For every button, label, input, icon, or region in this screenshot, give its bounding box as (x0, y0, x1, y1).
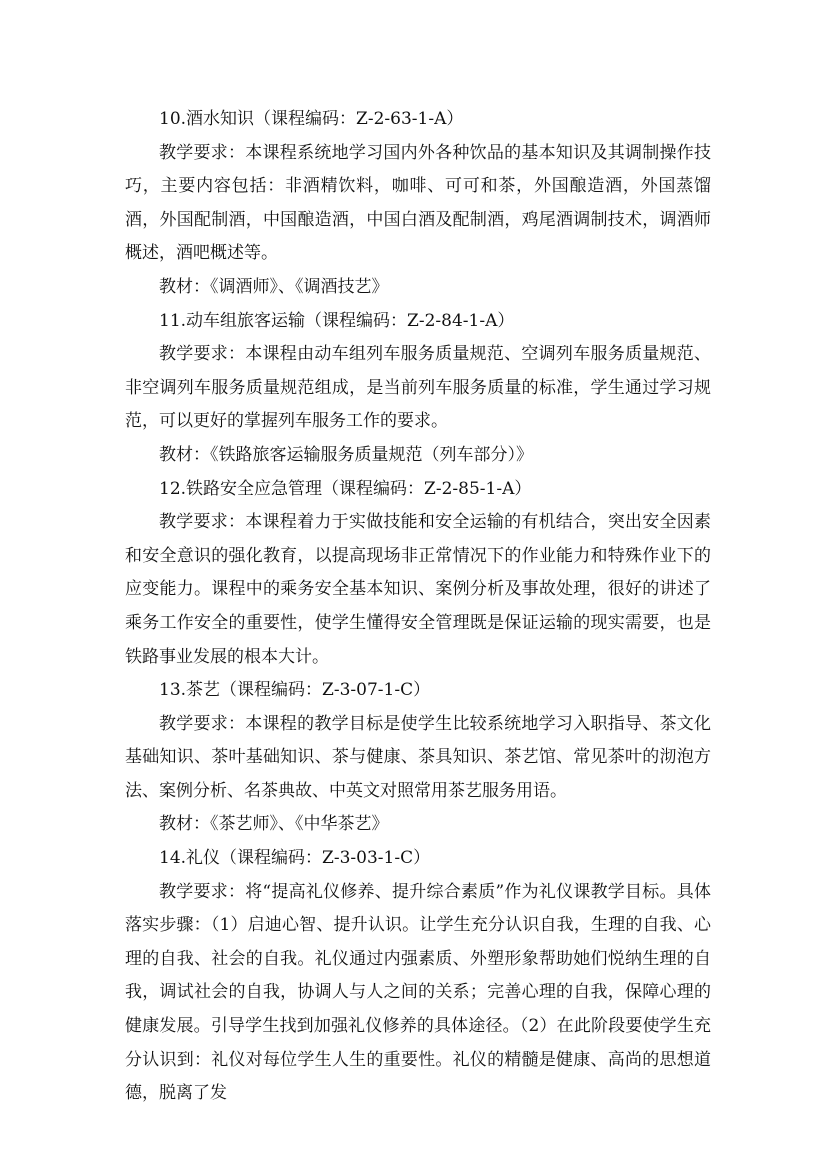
teaching-requirements-11: 教学要求：本课程由动车组列车服务质量规范、空调列车服务质量规范、非空调列车服务质量规范组成，是当前列车服务质量的标准，学生通过学习规范，可以更好的掌握列车服务工作的要求。 (125, 344, 711, 432)
textbooks-13: 教材：《茶艺师》、《中华茶艺》 (159, 814, 389, 835)
teaching-requirements-13: 教学要求：本课程的教学目标是使学生比较系统地学习入职指导、茶文化基础知识、茶叶基础知识、茶与健康、茶具知识、茶艺馆、常见茶叶的沏泡方法、案例分析、名茶典故、中英文对照常用茶艺服务用语。 (125, 713, 711, 801)
textbooks-10: 教材：《调酒师》、《调酒技艺》 (159, 276, 389, 297)
teaching-requirements-12: 教学要求：本课程着力于实做技能和安全运输的有机结合，突出安全因素和安全意识的强化教育，以提高现场非正常情况下的作业能力和特殊作业下的应变能力。课程中的乘务安全基本知识、案例分析及事故处理，很好的讲述了乘务工作安全的重要性，使学生懂得安全管理既是保证运输的现实需要，也是铁路事业发展的根本大计。 (125, 512, 711, 667)
course-heading-12: 12.铁路安全应急管理（课程编码：Z-2-85-1-A） (159, 478, 532, 499)
course-heading-11: 11.动车组旅客运输（课程编码：Z-2-84-1-A） (159, 310, 515, 331)
teaching-requirements-14: 教学要求：将“提高礼仪修养、提升综合素质”作为礼仪课教学目标。具体落实步骤：（1）启迪心智、提升认识。让学生充分认识自我，生理的自我、心理的自我、社会的自我。礼仪通过内强素质、外塑形象帮助她们悦纳生理的自我，调试社会的自我，协调人与人之间的关系；完善心理的自我，保障心理的健康发展。引导学生找到加强礼仪修养的具体途径。（2）在此阶段要使学生充分认识到：礼仪对每位学生人生的重要性。礼仪的精髓是健康、高尚的思想道德，脱离了发 (125, 881, 711, 1104)
textbooks-11: 教材：《铁路旅客运输服务质量规范（列车部分）》 (159, 444, 533, 465)
course-heading-13: 13.茶艺（课程编码：Z-3-07-1-C） (159, 680, 431, 701)
document-body (125, 103, 711, 1111)
teaching-requirements-10: 教学要求：本课程系统地学习国内外各种饮品的基本知识及其调制操作技巧，主要内容包括：非酒精饮料，咖啡、可可和茶，外国酿造酒，外国蒸馏酒，外国配制酒，中国酿造酒，中国白酒及配制酒，鸡尾酒调制技术，调酒师概述，酒吧概述等。 (125, 142, 711, 264)
course-heading-10: 10.酒水知识（课程编码：Z-2-63-1-A） (159, 109, 464, 129)
course-heading-14: 14.礼仪（课程编码：Z-3-03-1-C） (159, 848, 431, 869)
